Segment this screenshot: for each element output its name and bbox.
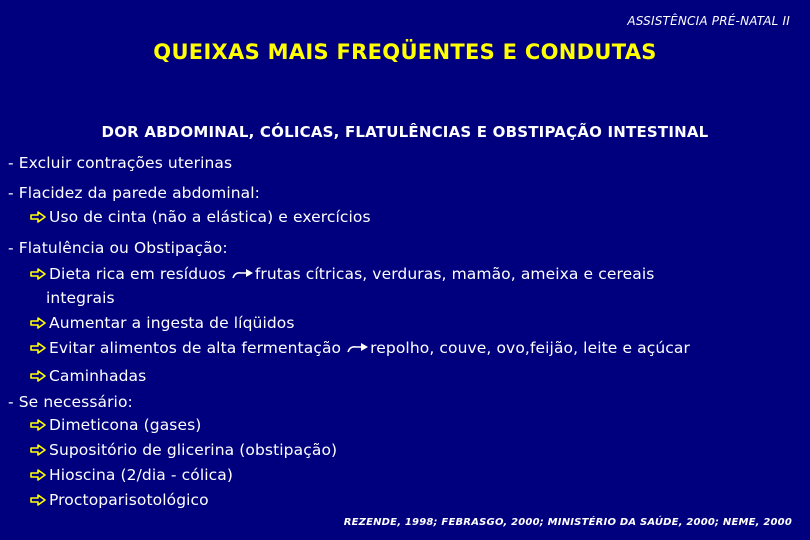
outlined-right-arrow-icon	[30, 370, 46, 382]
outlined-right-arrow-icon	[30, 494, 46, 506]
slide-header: ASSISTÊNCIA PRÉ-NATAL II	[627, 14, 790, 28]
bullet-se-necessario: - Se necessário:	[8, 393, 133, 411]
sub-item-label: Dimeticona (gases)	[49, 416, 202, 434]
outlined-right-arrow-icon	[30, 444, 46, 456]
sub-item-hioscina	[30, 465, 233, 485]
sub-item-fermentacao	[30, 338, 690, 358]
sub-item-dieta	[30, 264, 654, 284]
sub-item-detail: repolho, couve, ovo,feijão, leite e açúcar	[370, 339, 690, 357]
outlined-right-arrow-icon	[30, 342, 46, 354]
outlined-right-arrow-icon	[30, 419, 46, 431]
sub-item-dieta-continuation: integrais	[46, 289, 115, 307]
sub-item-label: Caminhadas	[49, 367, 147, 385]
outlined-right-arrow-icon	[30, 469, 46, 481]
sub-item-liquidos	[30, 313, 295, 333]
bullet-flacidez: - Flacidez da parede abdominal:	[8, 184, 260, 202]
sub-item-supositorio	[30, 440, 337, 460]
sub-item-caminhadas	[30, 366, 146, 386]
slide-title: QUEIXAS MAIS FREQÜENTES E CONDUTAS	[153, 40, 657, 64]
curved-right-arrow-icon	[347, 342, 369, 354]
sub-item-label: Uso de cinta (não a elástica) e exercícios	[49, 208, 371, 226]
bullet-flatulencia: - Flatulência ou Obstipação:	[8, 239, 228, 257]
sub-item-proctoparisotologico	[30, 490, 209, 510]
outlined-right-arrow-icon	[30, 211, 46, 223]
bullet-excluir-contracoes: - Excluir contrações uterinas	[8, 154, 233, 172]
outlined-right-arrow-icon	[30, 268, 46, 280]
sub-item-label: Proctoparisotológico	[49, 491, 209, 509]
sub-item-label: Supositório de glicerina (obstipação)	[49, 441, 338, 459]
sub-item-label: Evitar alimentos de alta fermentação	[49, 339, 342, 357]
sub-item-dimeticona	[30, 415, 201, 435]
sub-item-detail: frutas cítricas, verduras, mamão, ameixa e cereais	[254, 265, 655, 283]
sub-item-label: Dieta rica em resíduos	[49, 265, 226, 283]
sub-item-cinta	[30, 207, 371, 227]
curved-right-arrow-icon	[232, 268, 254, 280]
sub-item-label: Aumentar a ingesta de líqüidos	[49, 314, 295, 332]
references: REZENDE, 1998; FEBRASGO, 2000; MINISTÉRIO DA SAÚDE, 2000; NEME, 2000	[343, 517, 792, 528]
section-subtitle: DOR ABDOMINAL, CÓLICAS, FLATULÊNCIAS E OBSTIPAÇÃO INTESTINAL	[101, 123, 709, 141]
sub-item-label: Hioscina (2/dia - cólica)	[49, 466, 234, 484]
outlined-right-arrow-icon	[30, 317, 46, 329]
